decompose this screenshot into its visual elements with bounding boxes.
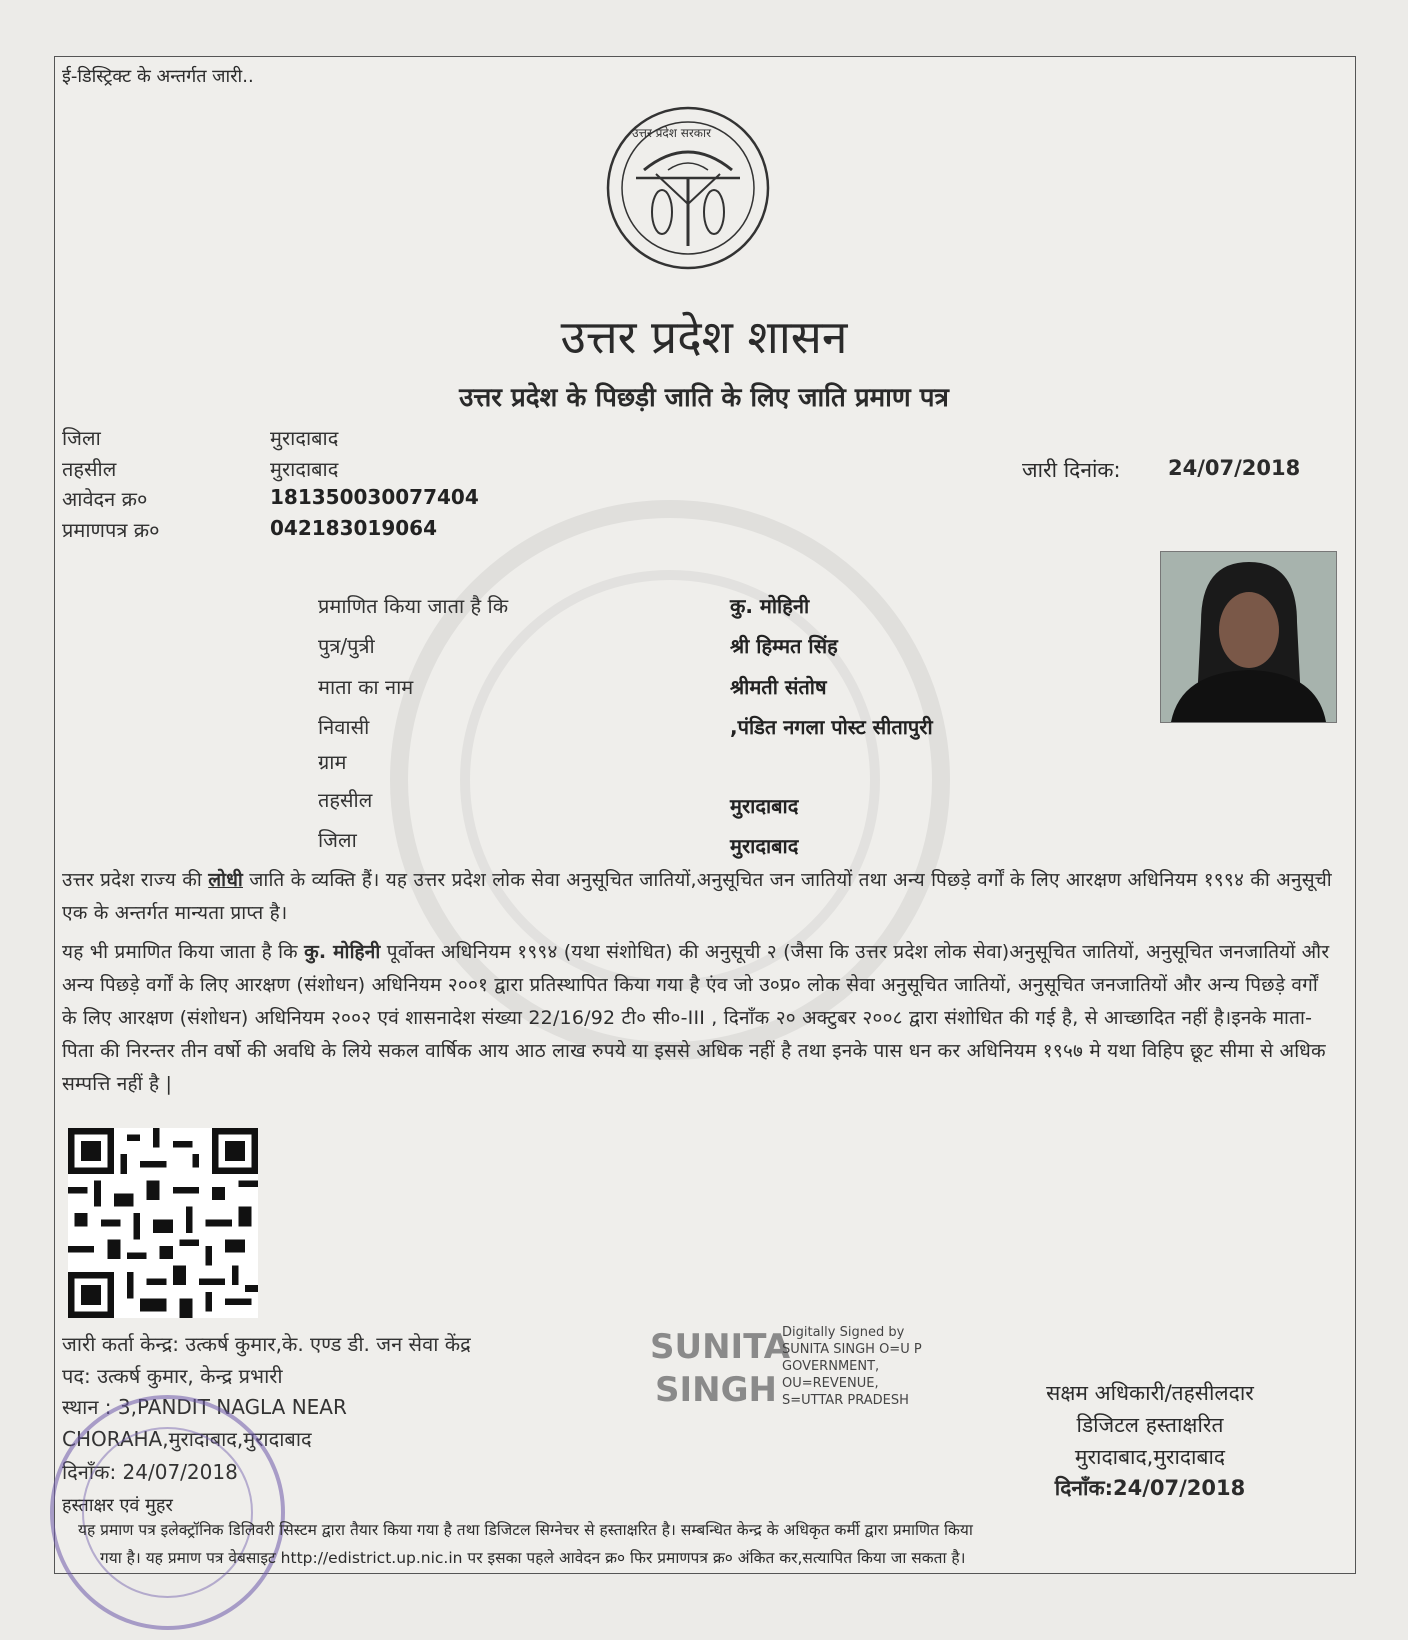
issuer-place-line2: CHORAHA,मुरादाबाद,मुरादाबाद [62,1427,312,1451]
qr-code [68,1128,258,1318]
father-name: श्री हिम्मत सिंह [730,634,838,658]
header-label: तहसील [62,457,117,481]
footer-line-1: यह प्रमाण पत्र इलेक्ट्रॉनिक डिलिवरी सिस्टम द्वारा तैयार किया गया है तथा डिजिटल सिग्नेचर से हस्ताक्षरित है। सम्बन्धित केन्द्र के अधिकृत कर्मी द्वारा प्रमाणित किया [78,1521,973,1539]
page-title: उत्तर प्रदेश शासन [560,310,848,364]
issue-date-label: जारी दिनांक: [1022,458,1121,482]
person-label: प्रमाणित किया जाता है कि [318,594,509,618]
issuer-signature-label: हस्ताक्षर एवं मुहर [62,1495,173,1516]
digital-sign-name2: SINGH [655,1370,777,1410]
applicant-name-inline: कु. मोहिनी [304,941,381,963]
applicant-name: कु. मोहिनी [730,594,810,618]
certificate-subtitle: उत्तर प्रदेश के पिछड़ी जाति के लिए जाति प्रमाण पत्र [459,383,949,413]
issue-date: 24/07/2018 [1168,456,1301,480]
person-label: पुत्र/पुत्री [318,634,375,658]
issuer-place-line1: स्थान : 3,PANDIT NAGLA NEAR [62,1395,347,1419]
header-label: आवेदन क्र० [62,487,148,511]
person-label: तहसील [318,788,373,812]
person-label: ग्राम [318,750,347,774]
person-label: माता का नाम [318,675,414,699]
digital-sign-line: SUNITA SINGH O=U P [782,1342,922,1357]
officer-signed: डिजिटल हस्ताक्षरित [1076,1413,1224,1437]
officer-title: सक्षम अधिकारी/तहसीलदार [1046,1381,1254,1405]
applicant-photo [1160,551,1337,723]
caste-paragraph [62,864,1332,930]
paragraph-text: उत्तर प्रदेश राज्य की [62,869,209,891]
mother-name: श्रीमती संतोष [730,675,827,699]
emblem-text: उत्तर प्रदेश सरकार [632,126,712,140]
person-tehsil: मुरादाबाद [730,794,799,818]
digital-sign-line: GOVERNMENT, [782,1359,880,1374]
footer-line-2: गया है। यह प्रमाण पत्र वेबसाइट http://edistrict.up.nic.in पर इसका पहले आवेदन क्र० फिर प्रमाणपत्र क्र० अंकित कर,सत्यापित किया जा सकता है। [100,1549,966,1567]
creamy-layer-paragraph [62,936,1332,1101]
officer-place: मुरादाबाद,मुरादाबाद [1074,1445,1226,1469]
paragraph-text: यह भी प्रमाणित किया जाता है कि [62,941,305,963]
officer-date: दिनाँक:24/07/2018 [1054,1476,1246,1500]
paragraph-text: जाति के व्यक्ति हैं। यह उत्तर प्रदेश लोक सेवा अनुसूचित जातियों,अनुसूचित जन जातियों तथा अन्य पिछड़े वर्गों के लिए आरक्षण अधिनियम १९९४ की अनुसूची एक के अन्तर्गत मान्यता प्राप्त है। [62,869,1332,924]
person-district: मुरादाबाद [730,834,799,858]
header-label: प्रमाणपत्र क्र० [62,518,160,542]
digital-sign-line: OU=REVENUE, [782,1376,879,1391]
official-stamp [50,1395,285,1630]
top-note: ई-डिस्ट्रिक्ट के अन्तर्गत जारी.. [62,66,254,87]
person-label: जिला [318,828,357,852]
certificate-number: 042183019064 [270,516,437,540]
digital-sign-line: Digitally Signed by [782,1325,905,1340]
header-value-district: मुरादाबाद [270,426,339,450]
application-number: 181350030077404 [270,485,479,509]
paragraph-text: पूर्वोक्त अधिनियम १९९४ (यथा संशोधित) की अनुसूची २ (जैसा कि उत्तर प्रदेश लोक सेवा)अनुसूचित जातियों, अनुसूचित जनजातियों और अन्य पिछड़े वर्गों के लिए आरक्षण (संशोधन) अधिनियम २००१ द्वारा प्रतिस्थापित किया गया है एंव जो उ०प्र० लोक सेवा अनुसूचित जातियों, अनुसूचित जनजातियों और अन्य पिछड़े वर्गों के लिए आरक्षण (संशोधन) अधिनियम २००२ एवं शासनादेश संख्या 22/16/92 टी० सी०-III , दिनाँक २० अक्टुबर २००८ द्वारा संशोधित की गई है, से आच्छादित नहीं है।इनके माता-पिता की निरन्तर तीन वर्षो की अवधि के लिये सकल वार्षिक आय आठ लाख रुपये या इससे अधिक नहीं है तथा इनके पास धन कर अधिनियम १९५७ मे यथा विहिप छूट सीमा से अधिक सम्पत्ति नहीं है | [62,941,1330,1095]
caste-name: लोधी [208,869,243,891]
person-label: निवासी [318,715,370,739]
digital-sign-details [782,1324,922,1409]
issuer-center: जारी कर्ता केन्द्र: उत्कर्ष कुमार,के. एण्ड डी. जन सेवा केंद्र [62,1332,471,1356]
digital-sign-name1: SUNITA [650,1327,791,1367]
header-label: जिला [62,426,101,450]
header-value-tehsil: मुरादाबाद [270,457,339,481]
issuer-date: दिनाँक: 24/07/2018 [62,1460,238,1484]
residence: ,पंडित नगला पोस्ट सीतापुरी [730,715,933,739]
issuer-post: पद: उत्कर्ष कुमार, केन्द्र प्रभारी [62,1364,283,1388]
digital-sign-line: S=UTTAR PRADESH [782,1393,909,1408]
